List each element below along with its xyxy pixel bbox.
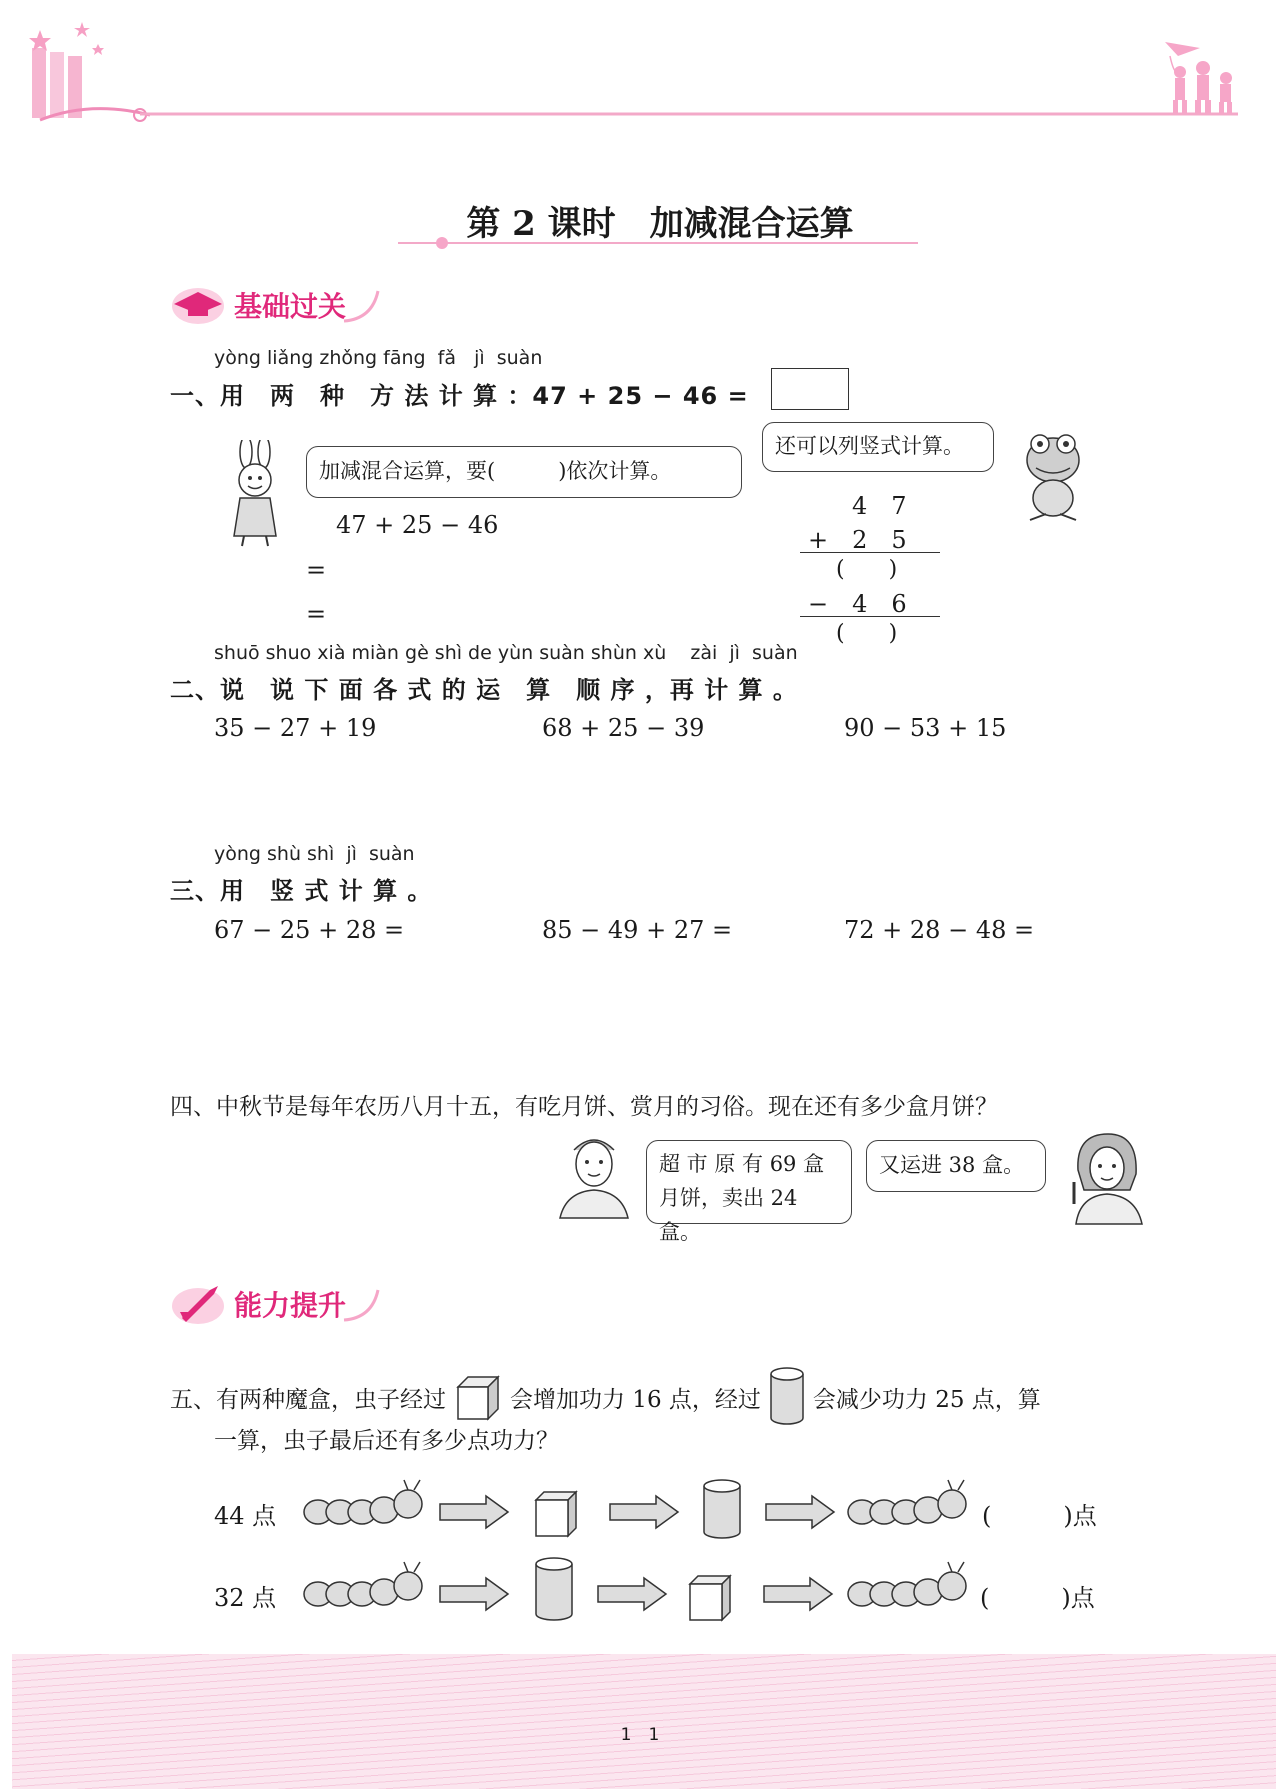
section-basic-label: 基础过关 xyxy=(234,290,347,323)
arrow-right-icon xyxy=(610,1496,678,1528)
q2-expression-3: 90 − 53 + 15 xyxy=(844,714,1007,742)
q1-expression: 47 + 25 − 46 xyxy=(336,511,499,539)
q3-expression-2: 85 − 49 + 27 = xyxy=(542,916,733,944)
frog-character-icon xyxy=(1016,426,1090,526)
section-swoosh xyxy=(342,285,382,325)
lesson-title: 第 2 课时 加减混合运算 xyxy=(466,204,854,244)
q1-title: 一、用 两 种 方 法 计 算 ：47 + 25 − 46 = xyxy=(170,382,749,410)
section-swoosh-2 xyxy=(342,1284,382,1324)
cylinder-box-icon xyxy=(767,1366,807,1428)
rabbit-character-icon xyxy=(224,440,290,550)
cylinder-box-icon xyxy=(536,1558,572,1620)
arrow-right-icon xyxy=(598,1578,666,1610)
q4-title: 四、中秋节是每年农历八月十五，有吃月饼、赏月的习俗。现在还有多少盒月饼？ xyxy=(170,1094,998,1120)
q1-bubble-right: 还可以列竖式计算。 xyxy=(762,422,994,472)
q5-title-line2: 一算，虫子最后还有多少点功力？ xyxy=(214,1428,559,1454)
vertical-row-5: ( ) xyxy=(836,621,898,646)
q5-title-b: 会增加功力 16 点，经过 xyxy=(510,1386,761,1413)
caterpillar-icon xyxy=(848,1480,966,1524)
q3-expression-3: 72 + 28 − 48 = xyxy=(844,916,1035,944)
vertical-row-3: ( ) xyxy=(836,557,898,582)
q4-bubble-man-line2: 月饼，卖出 24 盒。 xyxy=(659,1186,798,1244)
cube-box-icon xyxy=(536,1492,576,1536)
q3-pinyin: yòng shù shì jì suàn xyxy=(214,843,415,865)
graduation-cap-icon xyxy=(170,284,226,326)
arrow-right-icon xyxy=(764,1578,832,1610)
section-basic xyxy=(170,284,382,326)
section-advance-label: 能力提升 xyxy=(234,1289,347,1322)
q5-row2-start: 32 点 xyxy=(214,1584,277,1612)
cylinder-box-icon xyxy=(704,1480,740,1538)
q2-pinyin: shuō shuo xià miàn gè shì de yùn suàn shùn xù zài jì suàn xyxy=(214,642,798,664)
q1-equal-2: = xyxy=(306,600,327,628)
q5-title-c: 会减少功力 25 点，算 xyxy=(812,1386,1041,1413)
arrow-right-icon xyxy=(766,1496,834,1528)
q5-row2-sequence xyxy=(300,1554,980,1630)
section-advance xyxy=(170,1282,382,1326)
vertical-row-4: − 4 6 xyxy=(808,590,907,618)
q4-bubble-woman: 又运进 38 盒。 xyxy=(866,1140,1046,1192)
book-logo-icon xyxy=(29,22,150,121)
q5-title-line1 xyxy=(170,1366,1041,1428)
woman-character-icon xyxy=(1066,1130,1146,1226)
q5-title-a: 五、有两种魔盒，虫子经过 xyxy=(170,1386,446,1413)
q5-row1-sequence xyxy=(300,1476,980,1546)
q1-answer-box[interactable] xyxy=(771,368,849,410)
rocket-icon xyxy=(170,1282,226,1326)
q1-pinyin: yòng liǎng zhǒng fāng fǎ jì suàn xyxy=(214,347,543,369)
q4-bubble-man xyxy=(646,1140,852,1244)
caterpillar-icon xyxy=(304,1480,422,1524)
q4-bubble-man-line1: 超 市 原 有 69 盒 xyxy=(659,1152,825,1176)
q1-equal-1: = xyxy=(306,556,327,584)
man-character-icon xyxy=(556,1130,632,1220)
q3-title: 三、用 竖 式 计 算 。 xyxy=(170,877,433,905)
title-underline xyxy=(398,236,918,250)
q3-expression-1: 67 − 25 + 28 = xyxy=(214,916,405,944)
arrow-right-icon xyxy=(440,1496,508,1528)
caterpillar-icon xyxy=(848,1562,966,1606)
caterpillar-icon xyxy=(304,1562,422,1606)
q1-bubble-left: 加减混合运算，要( )依次计算。 xyxy=(306,446,742,498)
q5-row1-result[interactable]: ( )点 xyxy=(982,1502,1097,1530)
q2-title: 二、说 说 下 面 各 式 的 运 算 顺 序 ，再 计 算 。 xyxy=(170,676,798,704)
page-number: 1 1 xyxy=(620,1725,660,1745)
arrow-right-icon xyxy=(440,1578,508,1610)
cube-box-icon xyxy=(690,1576,730,1620)
q2-expression-2: 68 + 25 − 39 xyxy=(542,714,705,742)
q5-row1-start: 44 点 xyxy=(214,1502,277,1530)
vertical-row-2: + 2 5 xyxy=(808,526,907,554)
kids-kite-icon xyxy=(1165,42,1232,114)
header-decoration xyxy=(0,0,1287,140)
cube-box-icon xyxy=(452,1371,504,1423)
vertical-row-1: 4 7 xyxy=(852,492,907,520)
q5-row2-result[interactable]: ( )点 xyxy=(980,1584,1095,1612)
q2-expression-1: 35 − 27 + 19 xyxy=(214,714,377,742)
